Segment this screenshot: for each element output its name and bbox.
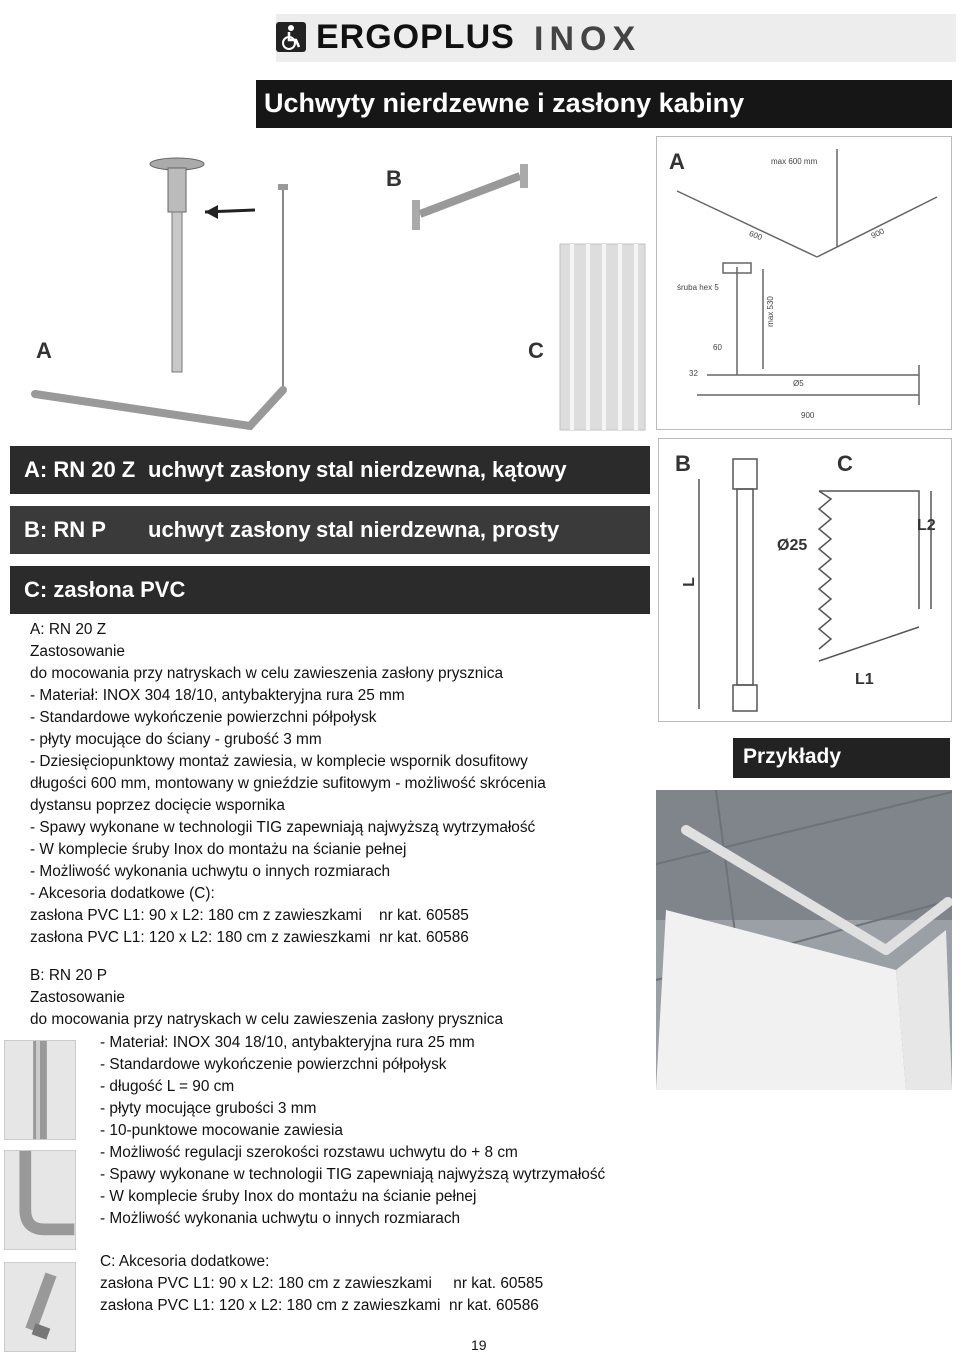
dim-label: 600 bbox=[747, 228, 764, 243]
diagram-bc-letter-b: B bbox=[675, 451, 691, 476]
label-material-b: stal nierdzewna, prosty bbox=[316, 517, 560, 542]
label-code-c: C: zasłona PVC bbox=[24, 577, 186, 602]
section-a-text bbox=[30, 619, 546, 949]
text-line: - Akcesoria dodatkowe (C): bbox=[30, 885, 215, 902]
dim-label: max 600 mm bbox=[771, 157, 818, 166]
section-b-text bbox=[30, 965, 503, 1031]
brand-sub: INOX bbox=[534, 20, 642, 58]
brand-header bbox=[276, 14, 956, 62]
text-line: zasłona PVC L1: 120 x L2: 180 cm z zawieszkami nr kat. 60586 bbox=[30, 929, 469, 946]
wheelchair-icon bbox=[276, 22, 306, 52]
dim-label: 32 bbox=[689, 369, 698, 378]
dim-label: 900 bbox=[801, 411, 815, 420]
text-line: zasłona PVC L1: 90 x L2: 180 cm z zawieszkami nr kat. 60585 bbox=[100, 1275, 544, 1292]
title-bar bbox=[256, 80, 952, 128]
text-line: Zastosowanie bbox=[30, 989, 125, 1006]
text-line: Zastosowanie bbox=[30, 643, 125, 660]
list-item: - W komplecie śruby Inox do montażu na ścianie pełnej bbox=[100, 1188, 477, 1205]
label-bar-a bbox=[10, 446, 650, 494]
thumb-mount bbox=[4, 1262, 76, 1352]
text-line: - Spawy wykonane w technologii TIG zapewniają najwyższą wytrzymałość bbox=[30, 819, 536, 836]
list-item: - Standardowe wykończenie powierzchni półpołysk bbox=[100, 1056, 447, 1073]
label-name-a: uchwyt zasłony bbox=[148, 457, 311, 482]
section-c-text bbox=[100, 1251, 543, 1317]
dim-l1: L1 bbox=[855, 671, 874, 688]
label-code-b: B: RN P bbox=[24, 517, 106, 542]
dim-l: L bbox=[680, 577, 698, 587]
text-line: A: RN 20 Z bbox=[30, 621, 107, 638]
text-line: zasłona PVC L1: 90 x L2: 180 cm z zawieszkami nr kat. 60585 bbox=[30, 907, 469, 924]
brand-name: ERGOPLUS bbox=[316, 18, 515, 56]
dim-label: śruba hex 5 bbox=[677, 283, 719, 292]
page-title: Uchwyty nierdzewne i zasłony kabiny bbox=[264, 88, 745, 118]
photo-label-b: B bbox=[386, 166, 402, 191]
dim-label: Ø5 bbox=[793, 379, 804, 388]
photo-label-a: A bbox=[36, 338, 52, 363]
list-item: - 10-punktowe mocowanie zawiesia bbox=[100, 1122, 343, 1139]
diameter-label: Ø25 bbox=[777, 537, 808, 554]
technical-diagram-bc bbox=[658, 438, 952, 722]
section-b-list bbox=[100, 1032, 605, 1230]
text-line: - Materiał: INOX 304 18/10, antybakteryjna rura 25 mm bbox=[30, 687, 405, 704]
list-item: - długość L = 90 cm bbox=[100, 1078, 235, 1095]
label-name-b: uchwyt zasłony bbox=[148, 517, 311, 542]
text-line: do mocowania przy natryskach w celu zawieszenia zasłony prysznica bbox=[30, 665, 504, 682]
examples-title: Przykłady bbox=[743, 745, 842, 768]
diagram-a-letter: A bbox=[669, 149, 685, 174]
list-item: - Materiał: INOX 304 18/10, antybakteryjna rura 25 mm bbox=[100, 1034, 475, 1051]
example-photo bbox=[656, 790, 952, 1090]
text-line: zasłona PVC L1: 120 x L2: 180 cm z zawieszkami nr kat. 60586 bbox=[100, 1297, 539, 1314]
dim-l2: L2 bbox=[917, 517, 936, 534]
label-material-a: stal nierdzewna, kątowy bbox=[316, 457, 567, 482]
page-number: 19 bbox=[471, 1337, 487, 1353]
label-bar-b bbox=[10, 506, 650, 554]
technical-diagram-a bbox=[656, 136, 952, 430]
text-line: do mocowania przy natryskach w celu zawieszenia zasłony prysznica bbox=[30, 1011, 504, 1028]
dim-label: max 530 bbox=[765, 296, 775, 327]
dim-label: 60 bbox=[713, 343, 722, 352]
text-line: - W komplecie śruby Inox do montażu na ścianie pełnej bbox=[30, 841, 407, 858]
text-line: długości 600 mm, montowany w gnieździe sufitowym - możliwość skrócenia bbox=[30, 775, 546, 792]
list-item: - Możliwość regulacji szerokości rozstawu uchwytu do + 8 cm bbox=[100, 1144, 518, 1161]
list-item: - płyty mocujące grubości 3 mm bbox=[100, 1100, 317, 1117]
dim-label: 900 bbox=[869, 226, 886, 241]
text-line: - płyty mocujące do ściany - grubość 3 mm bbox=[30, 731, 322, 748]
text-line: - Możliwość wykonania uchwytu o innych rozmiarach bbox=[30, 863, 391, 880]
list-item: - Spawy wykonane w technologii TIG zapewniają najwyższą wytrzymałość bbox=[100, 1166, 606, 1183]
text-line: dystansu poprzez docięcie wspornika bbox=[30, 797, 285, 814]
thumb-straight-rail bbox=[4, 1040, 76, 1140]
thumb-corner-rail bbox=[4, 1150, 76, 1250]
diagram-bc-letter-c: C bbox=[837, 451, 853, 476]
examples-bar bbox=[733, 738, 950, 778]
text-line: - Dziesięciopunktowy montaż zawiesia, w komplecie wspornik dosufitowy bbox=[30, 753, 528, 770]
photo-label-c: C bbox=[528, 338, 544, 363]
list-item: - Możliwość wykonania uchwytu o innych rozmiarach bbox=[100, 1210, 461, 1227]
text-line: - Standardowe wykończenie powierzchni półpołysk bbox=[30, 709, 377, 726]
label-bar-c bbox=[10, 566, 650, 614]
label-code-a: A: RN 20 Z bbox=[24, 457, 136, 482]
product-photos bbox=[0, 132, 650, 432]
text-line: B: RN 20 P bbox=[30, 967, 107, 984]
text-line: C: Akcesoria dodatkowe: bbox=[100, 1253, 270, 1270]
